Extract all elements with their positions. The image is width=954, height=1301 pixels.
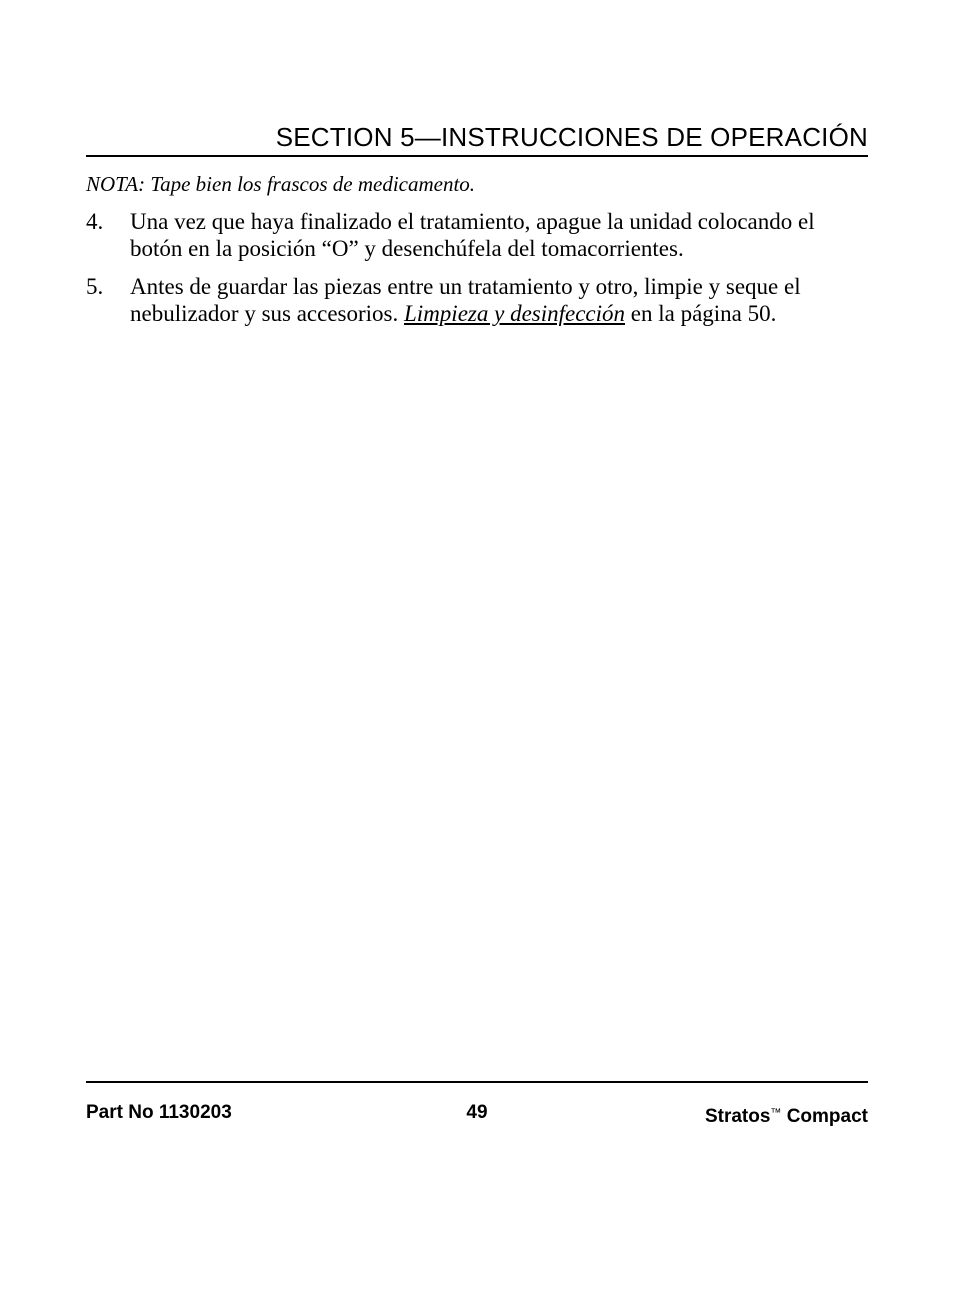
note-text: NOTA: Tape bien los frascos de medicamento. [86,172,476,196]
product-model: Compact [786,1106,868,1127]
step-text: Una vez que haya finalizado el tratamiento, apague la unidad colocando el botón en la posición “O” y desenchúfela del tomacorrientes. [130,209,815,261]
page-footer [86,1100,868,1126]
cross-reference-link[interactable]: Limpieza y desinfección [404,301,626,326]
header-rule [86,155,868,157]
part-number: Part No 1130203 [86,1102,232,1123]
section-title: SECTION 5—INSTRUCCIONES DE OPERACIÓN [275,122,868,152]
product-name-text: Stratos [704,1106,771,1127]
step-list [86,208,836,338]
step-text [130,273,836,327]
step-text-after: en la página 50. [625,301,777,326]
product-name [705,1100,868,1130]
list-item-step-5 [86,273,836,327]
page-number: 49 [466,1102,488,1123]
step-number: 4. [86,209,104,234]
footer-rule [86,1081,868,1083]
step-text-before: Antes de guardar las piezas entre un tratamiento y otro, limpie y seque el nebulizador y sus accesorios. [130,274,801,326]
trademark-symbol: ™ [770,1107,782,1119]
step-number: 5. [86,274,104,299]
list-item-step-4 [86,208,836,262]
